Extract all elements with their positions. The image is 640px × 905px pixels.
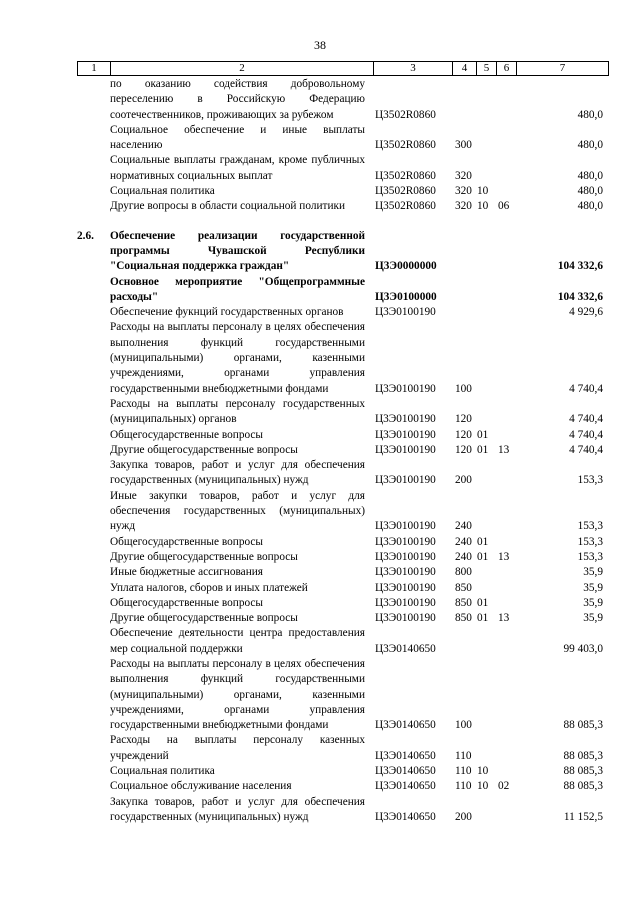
table-row: [77, 535, 608, 550]
row-expense-type: 200: [455, 810, 472, 823]
table-row: [77, 77, 608, 123]
row-amount: 480,0: [577, 185, 603, 198]
column-header-5: 5: [477, 62, 497, 76]
row-code: Ц3Э0000000: [375, 260, 437, 273]
row-name: Другие общегосударственные вопросы: [110, 550, 298, 563]
row-code: Ц3Э0140650: [375, 719, 436, 732]
row-subsection: 06: [498, 200, 510, 213]
column-header-7: 7: [517, 62, 609, 76]
table-row: [77, 428, 608, 443]
row-code: Ц3502R0860: [375, 108, 436, 121]
table-row: [77, 795, 608, 826]
row-code: Ц3Э0100190: [375, 474, 436, 487]
table-row: [77, 123, 608, 154]
row-amount: 88 085,3: [563, 749, 603, 762]
table-row: [77, 184, 608, 199]
row-expense-type: 110: [455, 749, 472, 762]
row-expense-type: 200: [455, 474, 472, 487]
row-amount: 88 085,3: [563, 780, 603, 793]
row-code: Ц3Э0100190: [375, 535, 436, 548]
row-amount: 153,3: [577, 520, 603, 533]
table-row: [77, 320, 608, 396]
row-expense-type: 240: [455, 535, 472, 548]
column-header-1: 1: [78, 62, 111, 76]
table-row: [77, 489, 608, 535]
row-name: Закупка товаров, работ и услуг для обеспечения государственных (муниципальных) нужд: [110, 795, 365, 823]
table-row: [77, 550, 608, 565]
row-code: Ц3Э0100190: [375, 443, 436, 456]
row-name: Иные бюджетные ассигнования: [110, 566, 263, 579]
row-name: Другие общегосударственные вопросы: [110, 443, 298, 456]
column-header-2: 2: [111, 62, 374, 76]
row-name: Социальные выплаты гражданам, кроме публичных нормативных социальных выплат: [110, 154, 365, 182]
row-name: Основное мероприятие "Общепрограммные расходы": [110, 275, 365, 303]
budget-table-body: [77, 77, 608, 825]
row-amount: 4 740,4: [569, 382, 603, 395]
row-code: Ц3Э0140650: [375, 810, 436, 823]
row-code: Ц3Э0100190: [375, 520, 436, 533]
row-expense-type: 850: [455, 581, 472, 594]
row-expense-type: 100: [455, 382, 472, 395]
row-amount: 480,0: [577, 108, 603, 121]
column-header-table: [77, 61, 609, 76]
row-name: Закупка товаров, работ и услуг для обеспечения государственных (муниципальных) нужд: [110, 459, 365, 487]
row-section: 01: [477, 596, 489, 609]
row-code: Ц3Э0140650: [375, 765, 436, 778]
row-code: Ц3502R0860: [375, 185, 436, 198]
row-expense-type: 300: [455, 139, 472, 152]
table-row: [77, 657, 608, 733]
row-code: Ц3Э0140650: [375, 642, 436, 655]
row-code: Ц3Э0100190: [375, 550, 436, 563]
row-amount: 4 929,6: [569, 306, 603, 319]
row-name: Социальная политика: [110, 185, 215, 198]
row-code: Ц3502R0860: [375, 139, 436, 152]
table-row: [77, 611, 608, 626]
row-name: Социальное обеспечение и иные выплаты населению: [110, 123, 365, 152]
table-row: [77, 733, 608, 764]
row-expense-type: 120: [455, 428, 472, 441]
row-name: Обеспечение реализации государственной программы Чувашской Республики "Социальная поддержка граждан": [110, 229, 365, 273]
row-name: Социальное обслуживание населения: [110, 780, 292, 793]
row-subsection: 13: [498, 443, 510, 456]
row-amount: 35,9: [583, 596, 603, 609]
row-expense-type: 320: [455, 169, 472, 182]
row-amount: 153,3: [577, 474, 603, 487]
column-header-4: 4: [453, 62, 477, 76]
column-header-3: 3: [374, 62, 453, 76]
table-row: [77, 596, 608, 611]
row-expense-type: 100: [455, 719, 472, 732]
row-name: Другие вопросы в области социальной политики: [110, 200, 346, 213]
table-row: [77, 458, 608, 489]
table-row: [77, 397, 608, 428]
row-code: Ц3502R0860: [375, 169, 436, 182]
row-name: Обеспечение фукнций государственных органов: [110, 306, 344, 319]
table-row: [77, 581, 608, 596]
row-section: 10: [477, 780, 489, 793]
row-name: Общегосударственные вопросы: [110, 535, 263, 548]
row-amount: 35,9: [583, 581, 603, 594]
row-name: Иные закупки товаров, работ и услуг для обеспечения государственных (муниципальных) нужд: [110, 489, 365, 533]
row-code: Ц3502R0860: [375, 200, 436, 213]
row-amount: 4 740,4: [569, 428, 603, 441]
table-row: [77, 153, 608, 184]
table-row: [77, 565, 608, 580]
row-expense-type: 320: [455, 200, 472, 213]
row-expense-type: 320: [455, 185, 472, 198]
row-amount: 88 085,3: [563, 719, 603, 732]
row-amount: 88 085,3: [563, 765, 603, 778]
row-section: 01: [477, 443, 489, 456]
row-subsection: 13: [498, 612, 510, 625]
row-expense-type: 110: [455, 780, 472, 793]
row-expense-type: 240: [455, 550, 472, 563]
row-code: Ц3Э0140650: [375, 780, 436, 793]
row-code: Ц3Э0100190: [375, 566, 436, 579]
row-name: Расходы на выплаты персоналу казенных учреждений: [110, 734, 365, 762]
row-expense-type: 850: [455, 596, 472, 609]
row-name: Социальная политика: [110, 765, 215, 778]
row-expense-type: 240: [455, 520, 472, 533]
row-number: 2.6.: [77, 229, 94, 242]
row-section: 01: [477, 550, 489, 563]
table-row: [77, 443, 608, 458]
row-code: Ц3Э0100190: [375, 413, 436, 426]
row-amount: 104 332,6: [557, 260, 603, 273]
row-amount: 4 740,4: [569, 413, 603, 426]
row-subsection: 13: [498, 550, 510, 563]
row-expense-type: 120: [455, 413, 472, 426]
table-row: [77, 229, 608, 275]
row-expense-type: 120: [455, 443, 472, 456]
row-code: Ц3Э0100190: [375, 382, 436, 395]
row-amount: 99 403,0: [563, 642, 603, 655]
row-amount: 4 740,4: [569, 443, 603, 456]
row-expense-type: 800: [455, 566, 472, 579]
row-amount: 35,9: [583, 612, 603, 625]
row-amount: 480,0: [577, 200, 603, 213]
row-section: 01: [477, 535, 489, 548]
table-row: [77, 764, 608, 779]
row-amount: 153,3: [577, 550, 603, 563]
row-section: 10: [477, 765, 489, 778]
table-row: [77, 199, 608, 214]
table-row: [77, 275, 608, 306]
row-name: Расходы на выплаты персоналу государственных (муниципальных) органов: [110, 397, 365, 426]
row-amount: 11 152,5: [563, 810, 603, 823]
row-expense-type: 850: [455, 612, 472, 625]
column-header-row: [78, 62, 609, 76]
row-amount: 104 332,6: [557, 290, 603, 303]
row-section: 01: [477, 612, 489, 625]
table-row: [77, 779, 608, 794]
row-code: Ц3Э0100190: [375, 612, 436, 625]
row-subsection: 02: [498, 780, 510, 793]
row-code: Ц3Э0100190: [375, 581, 436, 594]
row-amount: 480,0: [577, 139, 603, 152]
row-code: Ц3Э0100190: [375, 306, 436, 319]
row-code: Ц3Э0100190: [375, 596, 436, 609]
row-name: Расходы на выплаты персоналу в целях обеспечения выполнения функций государственными (муниципальными) органами, казенными учреждениями, органами управления государственными внебюджетными фондами: [110, 321, 365, 395]
row-section: 01: [477, 428, 489, 441]
row-amount: 153,3: [577, 535, 603, 548]
row-amount: 35,9: [583, 566, 603, 579]
row-name: Расходы на выплаты персоналу в целях обеспечения выполнения функций государственными (муниципальными) органами, казенными учреждениями, органами управления государственными внебюджетными фондами: [110, 657, 365, 732]
row-name: Другие общегосударственные вопросы: [110, 612, 298, 625]
table-row: [77, 626, 608, 657]
row-name: Уплата налогов, сборов и иных платежей: [110, 581, 308, 594]
row-section: 10: [477, 200, 489, 213]
row-name: Общегосударственные вопросы: [110, 596, 263, 609]
row-expense-type: 110: [455, 765, 472, 778]
page-number: 38: [314, 38, 326, 52]
row-code: Ц3Э0100190: [375, 428, 436, 441]
table-row: [77, 305, 608, 320]
row-name: по оказанию содействия добровольному переселению в Российскую Федерацию соотечественников, проживающих за рубежом: [110, 78, 365, 121]
row-name: Обеспечение деятельности центра предоставления мер социальной поддержки: [110, 627, 365, 655]
row-code: Ц3Э0100000: [375, 290, 437, 303]
row-section: 10: [477, 185, 489, 198]
column-header-6: 6: [497, 62, 517, 76]
row-name: Общегосударственные вопросы: [110, 428, 263, 441]
row-amount: 480,0: [577, 169, 603, 182]
row-code: Ц3Э0140650: [375, 749, 436, 762]
